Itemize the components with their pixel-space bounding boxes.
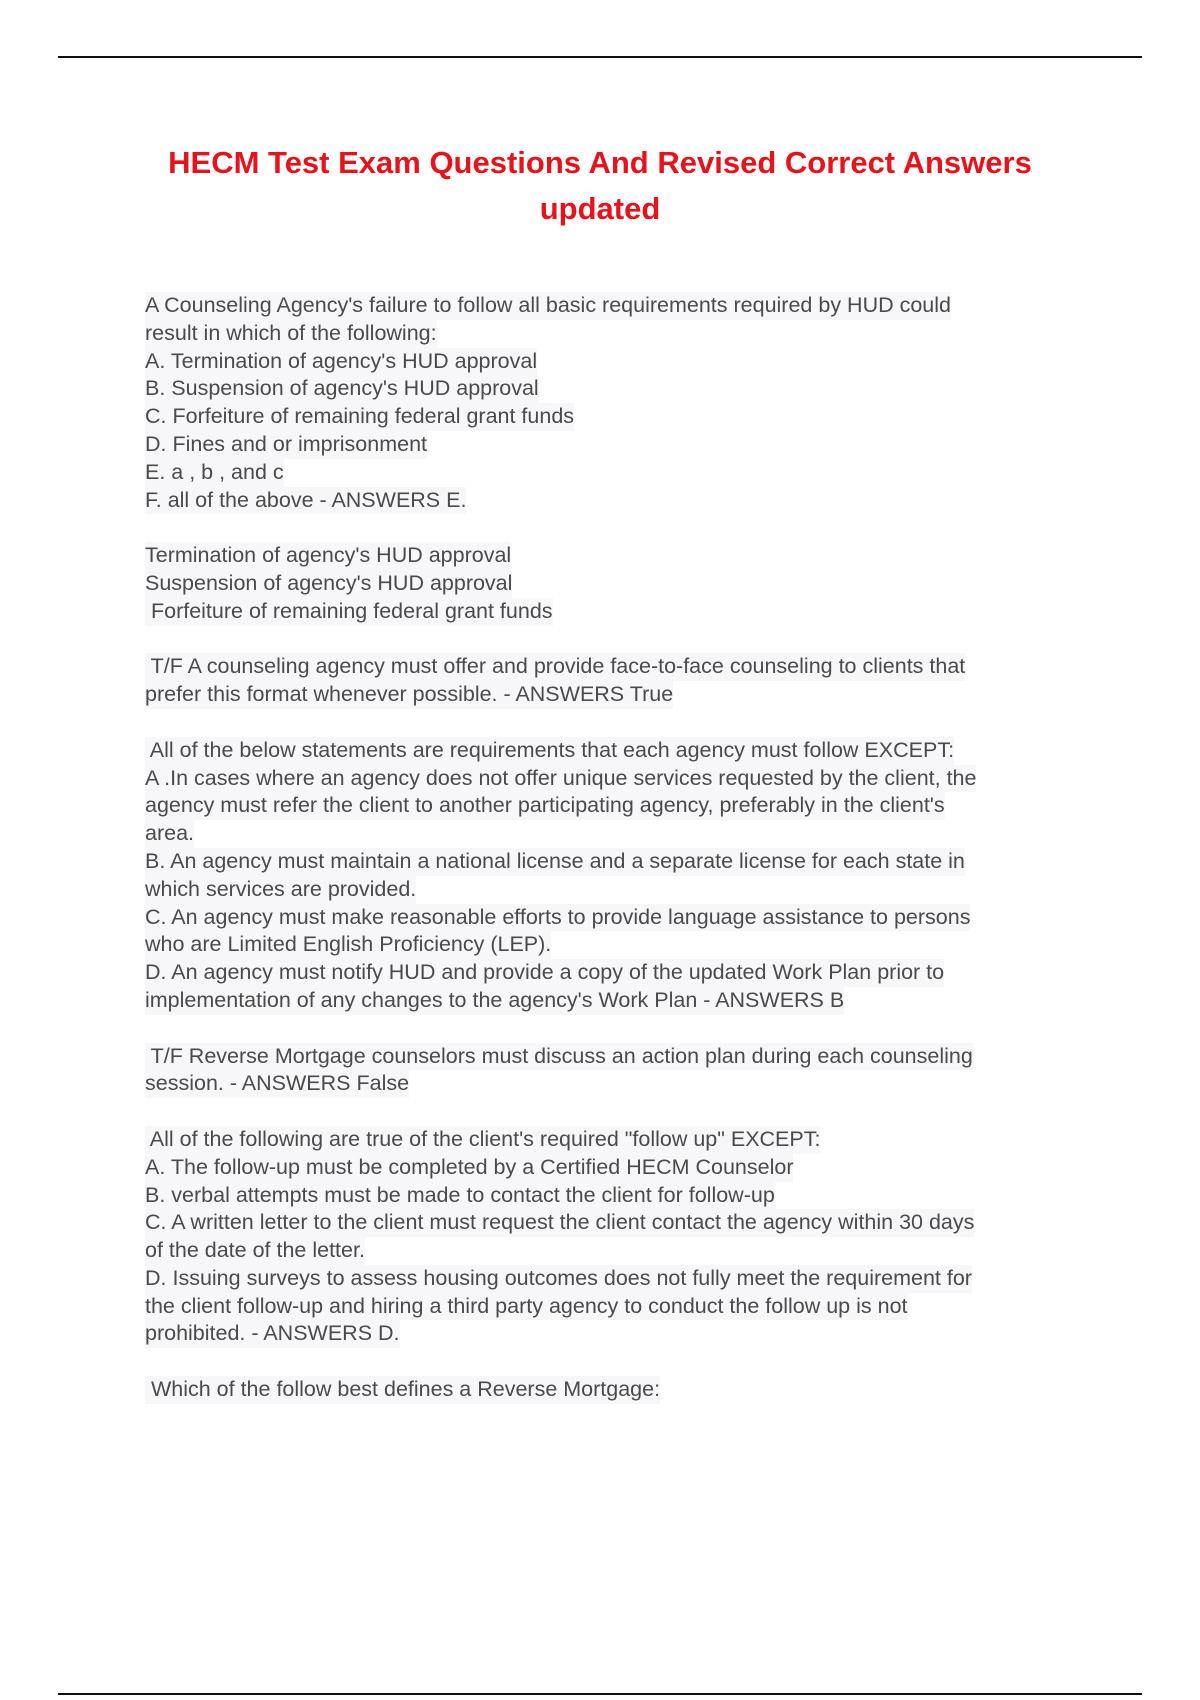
text-line: prefer this format whenever possible. - ANSWERS True (145, 681, 673, 709)
text-line: implementation of any changes to the agency's Work Plan - ANSWERS B (145, 987, 844, 1015)
paragraph-gap (145, 626, 1095, 654)
text-line: B. Suspension of agency's HUD approval (145, 375, 539, 403)
text-line: F. all of the above - ANSWERS E. (145, 487, 466, 515)
text-line: B. verbal attempts must be made to contact the client for follow-up (145, 1182, 775, 1210)
text-line: A Counseling Agency's failure to follow all basic requirements required by HUD could (145, 292, 951, 320)
text-line: T/F A counseling agency must offer and provide face-to-face counseling to clients that (145, 653, 965, 681)
text-line: of the date of the letter. (145, 1237, 365, 1265)
text-line: T/F Reverse Mortgage counselors must discuss an action plan during each counseling (145, 1043, 973, 1071)
text-line: which services are provided. (145, 876, 416, 904)
document-body (145, 292, 1095, 1404)
text-line: the client follow-up and hiring a third party agency to conduct the follow up is not (145, 1293, 908, 1321)
paragraph-gap (145, 514, 1095, 542)
text-line: A. Termination of agency's HUD approval (145, 348, 537, 376)
title-line: HECM Test Exam Questions And Revised Correct Answers (168, 145, 1032, 180)
text-line: prohibited. - ANSWERS D. (145, 1320, 400, 1348)
paragraph-gap (145, 1015, 1095, 1043)
text-line: A .In cases where an agency does not offer unique services requested by the client, the (145, 765, 976, 793)
text-line: All of the below statements are requirements that each agency must follow EXCEPT: (145, 737, 954, 765)
header-rule (58, 56, 1142, 58)
title-line: updated (539, 191, 661, 226)
text-line: result in which of the following: (145, 320, 437, 348)
footer-rule (58, 1693, 1142, 1695)
text-line: All of the following are true of the client's required "follow up" EXCEPT: (145, 1126, 820, 1154)
answer-block (145, 542, 1095, 625)
text-line: Suspension of agency's HUD approval (145, 570, 512, 598)
question-block (145, 737, 1095, 1015)
text-line: C. An agency must make reasonable efforts to provide language assistance to persons (145, 904, 970, 932)
question-block (145, 292, 1095, 514)
text-line: Which of the follow best defines a Reverse Mortgage: (145, 1376, 660, 1404)
text-line: agency must refer the client to another participating agency, preferably in the client's (145, 792, 945, 820)
text-line: E. a , b , and c (145, 459, 284, 487)
text-line: C. A written letter to the client must request the client contact the agency within 30 days (145, 1209, 974, 1237)
paragraph-gap (145, 1098, 1095, 1126)
text-line: A. The follow-up must be completed by a Certified HECM Counselor (145, 1154, 793, 1182)
paragraph-gap (145, 709, 1095, 737)
paragraph-gap (145, 1348, 1095, 1376)
text-line: session. - ANSWERS False (145, 1070, 409, 1098)
text-line: area. (145, 820, 194, 848)
text-line: Termination of agency's HUD approval (145, 542, 511, 570)
text-line: D. Fines and or imprisonment (145, 431, 427, 459)
question-block (145, 1126, 1095, 1348)
text-line: D. Issuing surveys to assess housing outcomes does not fully meet the requirement for (145, 1265, 972, 1293)
question-block (145, 1043, 1095, 1099)
question-block (145, 653, 1095, 709)
page-title (120, 140, 1080, 232)
text-line: D. An agency must notify HUD and provide a copy of the updated Work Plan prior to (145, 959, 944, 987)
text-line: who are Limited English Proficiency (LEP). (145, 931, 551, 959)
text-line: B. An agency must maintain a national license and a separate license for each state in (145, 848, 965, 876)
question-block (145, 1376, 1095, 1404)
text-line: Forfeiture of remaining federal grant funds (145, 598, 553, 626)
text-line: C. Forfeiture of remaining federal grant funds (145, 403, 574, 431)
